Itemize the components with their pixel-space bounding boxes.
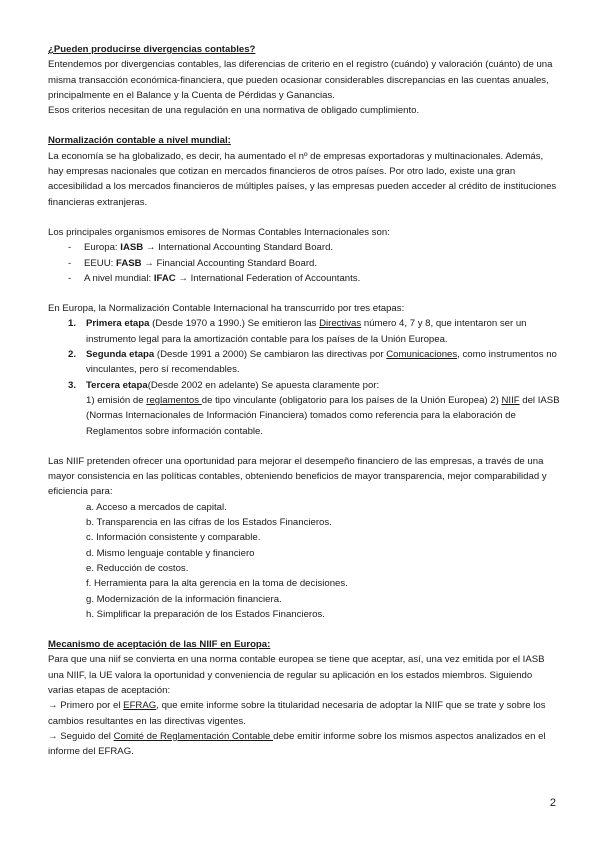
paragraph-aceptacion: Para que una niif se convierta en una norma contable europea se tiene que aceptar, así, una vez emitida por el IASB una NIIF, la UE valora la oportunidad y conveniencia de regular su aplicación en los estados miembros. Siguiendo varias etapas de aceptación:: [48, 654, 545, 696]
section-heading-normalizacion: Normalización contable a nivel mundial:: [48, 135, 231, 147]
paragraph-organismos-intro: Los principales organismos emisores de Normas Contables Internacionales son:: [48, 226, 390, 238]
list-item: e. Reducción de costos.: [86, 562, 189, 574]
list-item: - Europa: IASB → International Accounting Standard Board.: [68, 242, 334, 254]
paragraph-globalizacion: La economía se ha globalizado, es decir, ha aumentado el nº de empresas exportadoras y multinacionales. Además, hay empresas nacionales que cotizan en mercados financieros de otros países. Por otro lado, existe una gran accesibilidad a los mercados financieros de múltiples países, y las empresas pueden acceder al crédito de instituciones financieras extranjeras.: [48, 150, 557, 208]
list-item: b. Transparencia en las cifras de los Estados Financieros.: [86, 517, 332, 529]
stages-list: [48, 316, 560, 438]
benefits-list: [48, 500, 560, 622]
list-item: - A nivel mundial: IFAC → International Federation of Accountants.: [68, 272, 361, 284]
list-item: g. Modernización de la información financiera.: [86, 593, 282, 605]
list-item: h. Simplificar la preparación de los Estados Financieros.: [86, 608, 325, 620]
page-number: 2: [549, 797, 556, 809]
paragraph-criterios: Esos criterios necesitan de una regulación en una normativa de obligado cumplimiento.: [48, 105, 420, 117]
list-item: 1. Primera etapa (Desde 1970 a 1990.) Se emitieron las Directivas número 4, 7 y 8, que intentaron ser un instrumento legal para la amortización contable para los países de la Unión Europea.: [68, 318, 527, 345]
document-page: [48, 42, 560, 759]
list-item: f. Herramienta para la alta gerencia en la toma de decisiones.: [86, 578, 348, 590]
paragraph-etapas-intro: En Europa, la Normalización Contable Internacional ha transcurrido por tres etapas:: [48, 303, 405, 315]
paragraph-comite-step: → Seguido del Comité de Reglamentación Contable debe emitir informe sobre los mismos aspectos analizados en el informe del EFRAG.: [48, 730, 546, 758]
list-item: c. Información consistente y comparable.: [86, 532, 261, 544]
paragraph-efrag-step: → Primero por el EFRAG, que emite informe sobre la titularidad necesaria de adoptar la NIIF que se trate y sobre los cambios resultantes en las directivas vigentes.: [48, 700, 546, 727]
list-item: 2. Segunda etapa (Desde 1991 a 2000) Se cambiaron las directivas por Comunicaciones, como instrumentos no vinculantes, pero sí recomendables.: [68, 349, 557, 376]
section-heading-mecanismo: Mecanismo de aceptación de las NIIF en Europa:: [48, 639, 271, 651]
section-heading-divergencias: ¿Pueden producirse divergencias contables?: [48, 44, 256, 55]
list-item: 3. Tercera etapa(Desde 2002 en adelante) Se apuesta claramente por: 1) emisión de reglamentos de tipo vinculante (obligatorio para los países de la Unión Europea) 2) NIIF del IASB (Normas Internacionales de Información Financiera) tomados como referencia para la elaboración de Reglamentos sobre información contable.: [68, 379, 560, 437]
paragraph-divergencias-definition: Entendemos por divergencias contables, las diferencias de criterio en el registro (cuándo) y valoración (cuánto) de una misma transacción económica-financiera, que pueden ocasionar considerables discrepancias en las cuentas anuales, principalmente en el Balance y la Cuenta de Pérdidas y Ganancias.: [48, 59, 553, 101]
organisms-list: [48, 240, 560, 286]
paragraph-niif-benefits: Las NIIF pretenden ofrecer una oportunidad para mejorar el desempeño financiero de las empresas, a través de una mayor consistencia en las políticas contables, obteniendo beneficios de mayor transparencia, mejor comparabilidad y eficiencia para:: [48, 455, 547, 498]
list-item: a. Acceso a mercados de capital.: [86, 501, 227, 513]
list-item: - EEUU: FASB → Financial Accounting Standard Board.: [68, 257, 318, 269]
list-item: d. Mismo lenguaje contable y financiero: [86, 547, 255, 559]
